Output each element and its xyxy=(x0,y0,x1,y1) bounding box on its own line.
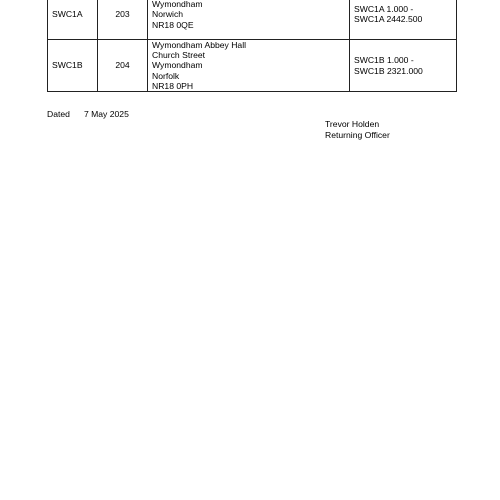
dated-line xyxy=(47,109,129,119)
address-line: Norwich xyxy=(152,9,184,20)
address-line: NR18 0QE xyxy=(152,19,194,30)
ballot-range-cell xyxy=(350,0,457,40)
station-number-cell: 203 xyxy=(98,0,148,40)
ballot-range-line: SWC1A 2442.500 xyxy=(354,14,423,24)
ballot-range-line: SWC1B 2321.000 xyxy=(354,65,423,76)
officer-name: Trevor Holden xyxy=(325,119,380,129)
ballot-range-cell xyxy=(350,40,457,92)
polling-stations-table xyxy=(47,0,457,92)
table-row xyxy=(48,0,457,40)
polling-district-cell: SWC1A xyxy=(48,0,98,40)
address-line: Wymondham Abbey Hall xyxy=(152,40,247,50)
address-line: Wymondham xyxy=(152,60,203,71)
ballot-range-line: SWC1A 1.000 - xyxy=(354,3,414,14)
polling-district-cell: SWC1B xyxy=(48,40,98,92)
dated-value: 7 May 2025 xyxy=(83,109,129,119)
dated-label: Dated xyxy=(47,109,70,119)
polling-place-cell xyxy=(148,40,350,92)
station-number-cell: 204 xyxy=(98,40,148,92)
address-line: Church Street xyxy=(152,50,206,61)
signature-block xyxy=(325,119,390,140)
address-line: NR18 0PH xyxy=(152,80,194,91)
ballot-range-line: SWC1B 1.000 - xyxy=(354,55,414,66)
table-row xyxy=(48,40,457,92)
polling-place-cell xyxy=(148,0,350,40)
officer-title: Returning Officer xyxy=(325,129,390,140)
address-line: Norfolk xyxy=(152,70,180,81)
address-line: Wymondham xyxy=(152,0,203,10)
